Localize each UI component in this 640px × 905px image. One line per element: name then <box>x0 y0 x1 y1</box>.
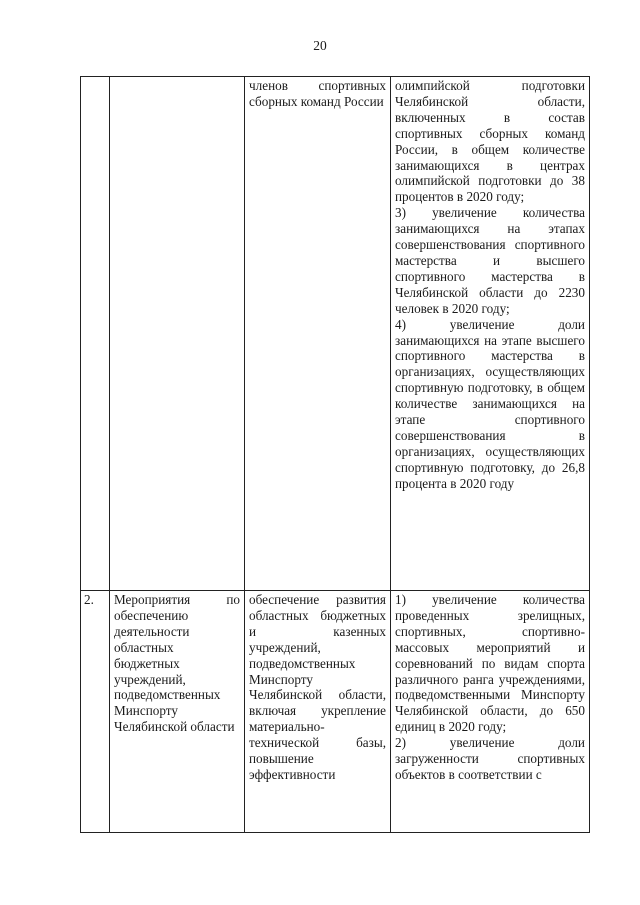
event-cell: Мероприятия по обеспечению деятельности областных бюджетных учреждений, подведомственных Минспорту Челябинской области <box>110 591 245 833</box>
indicators-cell: 1) увеличение количества проведенных зрелищных, спортивных, спортивно-массовых мероприятий и соревнований по видам спорта различного ранга учреждениями, подведомственными Минспорту Челябинской области, до 650 единиц в 2020 году; 2) увеличение доли загруженности спортивных объектов в соответствии с <box>391 591 590 833</box>
table-row <box>81 591 590 833</box>
row-number-cell: 2. <box>81 591 110 833</box>
goal-cell: обеспечение развития областных бюджетных и казенных учреждений, подведомственных Минспорту Челябинской области, включая укрепление материально-технической базы, повышение эффективности <box>245 591 391 833</box>
row-number-cell <box>81 77 110 591</box>
indicators-cell: олимпийской подготовки Челябинской области, включенных в состав спортивных сборных команд России, в общем количестве занимающихся в центрах олимпийской подготовки до 38 процентов в 2020 году; 3) увеличение количества занимающихся на этапах совершенствования спортивного мастерства и высшего спортивного мастерства в Челябинской области до 2230 человек в 2020 году; 4) увеличение доли занимающихся на этапе высшего спортивного мастерства в организациях, осуществляющих спортивную подготовку, в общем количестве занимающихся на этапе спортивного совершенствования в организациях, осуществляющих спортивную подготовку, до 26,8 процента в 2020 году <box>391 77 590 591</box>
page-number: 20 <box>313 38 327 53</box>
table-row <box>81 77 590 591</box>
program-table <box>80 76 590 833</box>
goal-cell: членов спортивных сборных команд России <box>245 77 391 591</box>
event-cell <box>110 77 245 591</box>
